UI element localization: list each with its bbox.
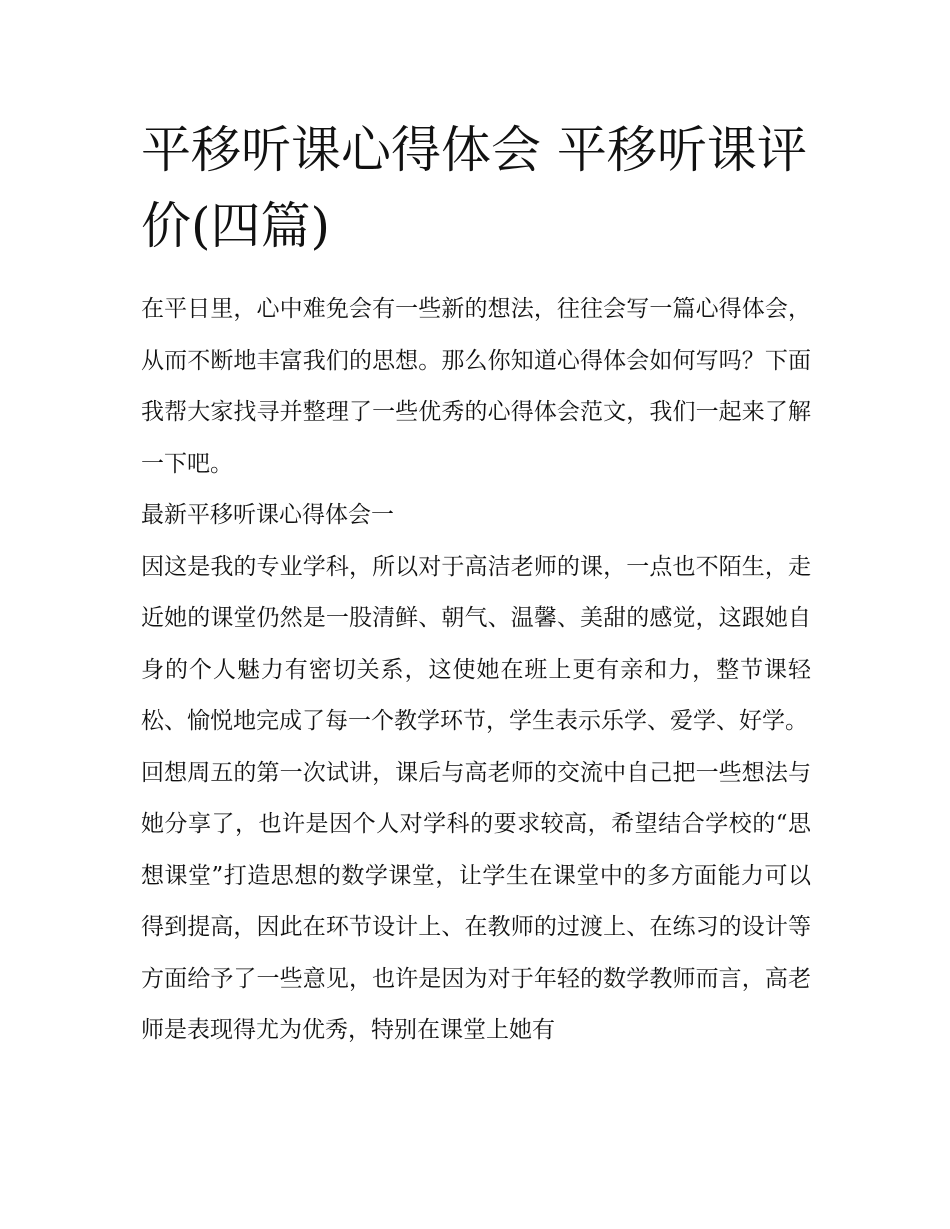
body-paragraph-1: 因这是我的专业学科，所以对于高洁老师的课，一点也不陌生，走近她的课堂仍然是一股清鲜、朝气、温馨、美甜的感觉，这跟她自身的个人魅力有密切关系，这使她在班上更有亲和力，整节课轻松、愉悦地完成了每一个教学环节，学生表示乐学、爱学、好学。: [141, 553, 811, 734]
document-title: 平移听课心得体会 平移听课评价(四篇): [141, 121, 807, 255]
document-body: [141, 284, 811, 1057]
section-heading: 最新平移听课心得体会一: [141, 502, 394, 528]
intro-paragraph: 在平日里，心中难免会有一些新的想法，往往会写一篇心得体会，从而不断地丰富我们的思想。那么你知道心得体会如何写吗？下面我帮大家找寻并整理了一些优秀的心得体会范文，我们一起来了解一下吧。: [141, 296, 811, 477]
body-paragraph-2: 回想周五的第一次试讲，课后与高老师的交流中自己把一些想法与她分享了，也许是因个人对学科的要求较高，希望结合学校的“思想课堂”打造思想的数学课堂，让学生在课堂中的多方面能力可以得到提高，因此在环节设计上、在教师的过渡上、在练习的设计等方面给予了一些意见，也许是因为对于年轻的数学教师而言，高老师是表现得尤为优秀，特别在课堂上她有: [141, 759, 811, 1043]
document-content: [141, 112, 811, 1057]
